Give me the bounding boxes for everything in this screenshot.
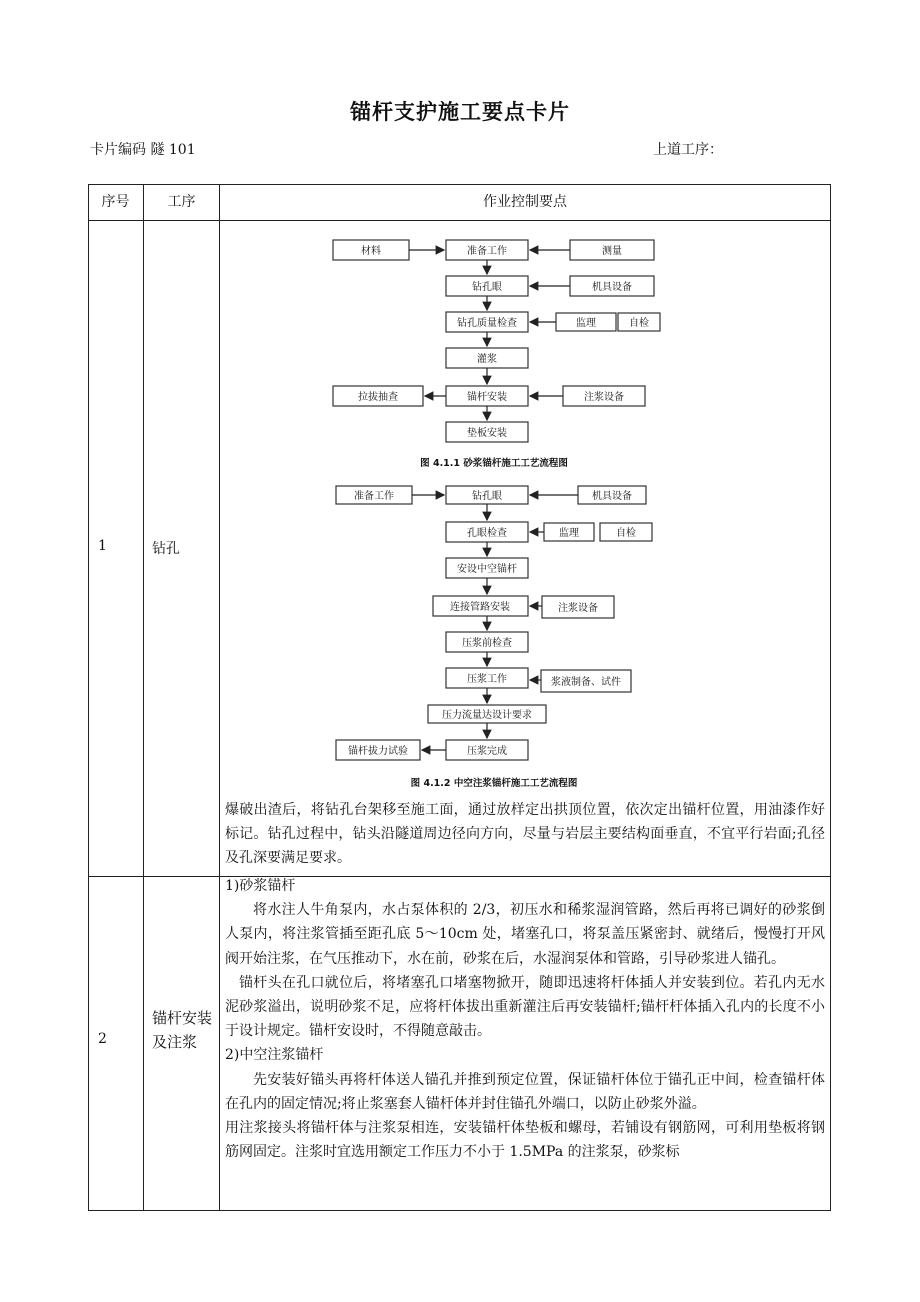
card-code: 卡片编码 隧 101 <box>90 142 196 158</box>
fc1-label-quality: 钻孔质量检查 <box>457 318 517 329</box>
fc2-label-prepare: 准备工作 <box>354 491 394 502</box>
fc2-caption: 图 4.1.2 中空注浆锚杆施工工艺流程图 <box>410 778 578 789</box>
header-divider <box>88 220 831 221</box>
fc1-label-equipment: 机具设备 <box>592 282 632 293</box>
previous-step-label: 上道工序： <box>653 142 723 158</box>
fc1-label-material: 材料 <box>361 246 381 257</box>
row2-no: 2 <box>98 1031 107 1047</box>
fc2-label-precheck: 压浆前检查 <box>462 638 512 649</box>
row2-process: 锚杆安装及注浆 <box>152 1009 213 1051</box>
fc2-label-connect-pipe: 连接管路安装 <box>450 602 510 613</box>
page-title: 锚杆支护施工要点卡片 <box>350 100 570 124</box>
fc2-label-supervision: 监理 <box>559 528 579 539</box>
table-border-bottom <box>88 1210 831 1211</box>
header-process: 工序 <box>167 194 196 210</box>
fc2-label-grouting-work: 压浆工作 <box>467 674 507 685</box>
table-border-right <box>830 184 831 1211</box>
row2-text <box>225 874 825 1164</box>
row2-paragraph: 先安装好锚头再将杆体送人锚孔并推到预定位置，保证锚杆体位于锚孔正中间，检查锚杆体在孔内的固定情况;将止浆塞套人锚杆体并封住锚孔外端口，以防止砂浆外溢。 <box>225 1071 825 1112</box>
fc1-label-pulltest: 拉拔抽查 <box>358 392 398 403</box>
row1-paragraph: 爆破出渣后，将钻孔台架移至施工面，通过放样定出拱顶位置，依次定出锚杆位置，用油漆作好标记。钻孔过程中，钻头沿隧道周边径向方向，尽量与岩层主要结构面垂直，不宜平行岩面;孔径及孔深要满足要求。 <box>225 802 825 867</box>
fc2-label-hole-check: 孔眼检查 <box>467 528 507 539</box>
header-no: 序号 <box>101 194 130 210</box>
fc1-label-grout: 灌浆 <box>477 354 497 365</box>
fc1-label-drill: 钻孔眼 <box>472 282 502 293</box>
row1-text <box>225 798 825 871</box>
row2-heading-hollow: 2)中空注浆锚杆 <box>225 1047 324 1064</box>
fc2-label-done: 压浆完成 <box>467 746 507 757</box>
row1-process: 钻孔 <box>152 541 180 557</box>
fc2-label-pulltest: 锚杆拔力试验 <box>348 746 408 757</box>
table-border-left <box>88 184 89 1211</box>
fc2-label-pressure-flow: 压力流量达设计要求 <box>442 710 532 721</box>
fc2-label-equipment: 机具设备 <box>592 491 632 502</box>
row2-paragraph: 将水注人牛角泵内，水占泵体积的 2/3，初压水和稀浆湿润管路，然后再将已调好的砂浆倒人泵内，将注浆管插至距孔底 5～10cm 处，堵塞孔口，将泵盖压紧密封、就绪后，慢慢打开风阀开始注浆，在气压推动下，水在前，砂浆在后，水湿润泵体和管路，引导砂浆进人锚孔。 <box>225 902 825 967</box>
fc1-caption: 图 4.1.1 砂浆锚杆施工工艺流程图 <box>420 458 568 469</box>
fc2-label-install-hollow: 安设中空锚杆 <box>457 564 517 575</box>
fc1-label-install: 锚杆安装 <box>467 392 507 403</box>
fc2-label-slurry-prep: 浆液制备、试件 <box>551 677 621 688</box>
fc1-label-plate: 垫板安装 <box>467 428 507 439</box>
fc1-label-supervision: 监理 <box>576 318 596 329</box>
col-divider-1 <box>143 184 144 1211</box>
fc2-label-grout-equipment: 注浆设备 <box>558 603 598 614</box>
row2-paragraph: 用注浆接头将锚杆体与注浆泵相连，安装锚杆体垫板和螺母，若铺设有钢筋网，可利用垫板将钢筋网固定。注浆时宜选用额定工作压力不小于 1.5MPa 的注浆泵，砂浆标 <box>225 1120 825 1161</box>
row2-heading-mortar: 1)砂浆锚杆 <box>225 878 296 894</box>
flowchart-svg <box>218 228 830 802</box>
row2-paragraph: 锚杆头在孔口就位后，将堵塞孔口堵塞物掀开，随即迅速将杆体插人并安装到位。若孔内无水泥砂浆溢出，说明砂浆不足，应将杆体拔出重新灌注后再安装锚杆;锚杆杆体插入孔内的长度不小于设计规定。锚杆安设时，不得随意敲击。 <box>225 974 825 1040</box>
fc1-label-prepare: 准备工作 <box>467 246 507 257</box>
header-control-points: 作业控制要点 <box>483 194 567 210</box>
fc1-label-grout-equipment: 注浆设备 <box>584 392 624 403</box>
fc1-label-selfcheck: 自检 <box>629 318 649 329</box>
fc1-label-survey: 测量 <box>602 246 622 257</box>
fc2-label-drill: 钻孔眼 <box>472 491 502 502</box>
row1-no: 1 <box>98 538 107 554</box>
flowcharts <box>218 228 830 806</box>
fc2-label-selfcheck: 自检 <box>616 528 636 539</box>
